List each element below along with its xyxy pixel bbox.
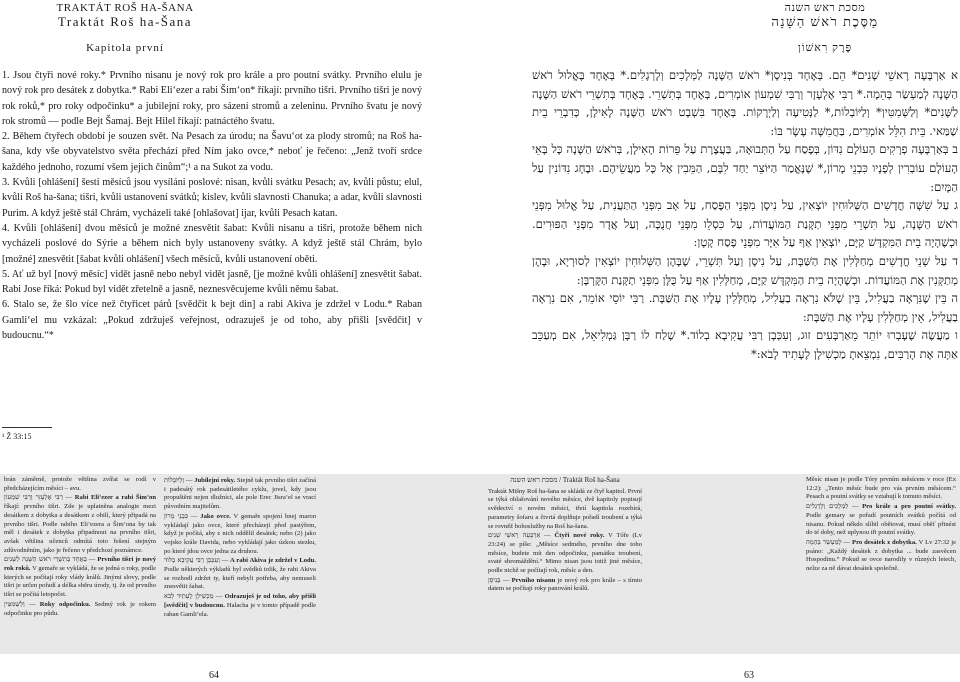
- commentary-note: Měsíc nisan je podle Tóry prvním měsícem v roce (Ex 12:2): „Tento měsíc bude pro vás prvním měsícem.“ Pesach a poutní svátky se vztahují k tomuto měsíci.: [806, 476, 956, 501]
- mishnah-1-czech: 1. Jsou čtyři nové roky.* Prvního nisanu je nový rok pro krále a pro poutní svátky. Prvního elulu je nový rok pro desátek z dobytka.* Rabi Eli‘ezer a rabi Šim‘on* říkají: prvního tišri. Prvního tišri je nový rok roků,* pro roky odpočinku* a jubilejní roky, pro sázení stromů a zeleninu. Prvního švatu je nový rok stromů — podle Bejt Šamaj. Bejt Hilel říkají: patnáctého švatu.: [2, 70, 422, 127]
- commentary-note: רַבִּי אֶלְעָזָר וְרַבִּי שִׁמְעוֹן — Rabi Eli‘ezer a rabi Šim‘on říkají: prvního tišri. Zde je uplatněna analogie mezi desátkem z dobytka a desátkem z obilí, který připadá na prvního tišri. Podle rabiho Eli‘ezera a Šim‘ona by tak měl i desátek z dobytka připadnout na prvního tišri, avšak většina učenců odmítá toto řešení stejným zdůvodněním, jako je řečeno v předchozí poznámce.: [4, 493, 156, 554]
- chapter-title-hebrew: פֶּרֶק רִאשׁוֹן: [797, 42, 853, 54]
- mishnah-4-hebrew: ד עַל שְׁנֵי חֳדָשִׁים מְחַלְּלִין אֶת הַשַּׁבָּת, עַל נִיסָן וְעַל תִּשְׁרֵי, שֶׁבָּהֶן הַשְּׁלוּחִין יוֹצְאִין לְסוּרְיָא, וּבָהֶן מְתַקְּנִין אֶת הַמּוֹעֲדוֹת. וּכְשֶׁהָיָה בֵית הַמִּקְדָּשׁ קַיָּם, מְחַלְּלִין אַף עַל כֻּלָּן מִפְּנֵי תַקָּנַת הַקָּרְבָּן:: [532, 253, 958, 287]
- mishnah-3-hebrew: ג עַל שִׁשָּׁה חֳדָשִׁים הַשְּׁלוּחִין יוֹצְאִין, עַל נִיסָן מִפְּנֵי הַפֶּסַח, עַל אָב מִפְּנֵי הַתַּעֲנִית, עַל אֱלוּל מִפְּנֵי רֹאשׁ הַשָּׁנָה, עַל תִּשְׁרֵי מִפְּנֵי תַקָּנַת הַמּוֹעֲדוֹת, עַל כִּסְלֵו מִפְּנֵי חֲנֻכָּה, וְעַל אֲדָר מִפְּנֵי הַפּוּרִים. וּכְשֶׁהָיָה בֵית הַמִּקְדָּשׁ קַיָּם, יוֹצְאִין אַף עַל אִיָּר מִפְּנֵי פֶסַח קָטָן:: [532, 198, 958, 250]
- commentary-column-1: [4, 476, 156, 618]
- commentary-note: Traktát Mišny Roš ha-šana se skládá ze čtyř kapitol. První se týká ohlašování nového měsíce, dvě kapitoly popisují svědectví o novém měsíci, třetí kapitola rozebírá, parametry šofaru a čtvrtá doplňuje pořadí troubení a týká se rovněž bohoslužby na Roš ha-šana.: [488, 487, 642, 530]
- commentary-note: וְעִכְּבָן רַבִּי עֲקִיבָא בְלוֹד — A rabi Akiva je zdržel v Lodu. Podle některých výkladů byl svědků tolik, že rabi Akiva se rozhodl zdržet ty, kteří nebyli potřeba, aby nemuseli znesvětit šabat.: [164, 556, 317, 591]
- commentary-note: לְמַעְשַׂר בְּהֵמָה — Pro desátek z dobytka. V Lv 27:32 je psáno: „Každý desátek z dobytka ... bude zasvěcen Hospodinu.“ Pokud se ovce narodily v různých letech, nelze za ně dávat desátek společně.: [806, 537, 956, 573]
- chapter-title-czech: Kapitola první: [86, 42, 164, 54]
- mishnah-2-hebrew: ב בְּאַרְבָּעָה פְרָקִים הָעוֹלָם נִדּוֹן, בְּפֶסַח עַל הַתְּבוּאָה, בַּעֲצֶרֶת עַל פֵּרוֹת הָאִילָן, בְּרֹאשׁ הַשָּׁנָה כָּל בָּאֵי הָעוֹלָם עוֹבְרִין לְפָנָיו כִּבְנֵי מָרוֹן,* שֶׁנֶּאֱמַר הַיּוֹצֵר יַחַד לִבָּם, הַמֵּבִין אֶל כָּל מַעֲשֵׂיהֶם. וּבֶחָג נִדּוֹנִין עַל הַמָּיִם:: [532, 142, 958, 194]
- mishnah-6-czech: 6. Stalo se, že šlo více než čtyřicet párů [svědčit k bejt din] a rabi Akiva je zdržel v Lodu.* Raban Gamli‘el mu vzkázal: „Pokud zdržuješ veřejnost, odrazuješ je od toho, aby přišli [svědčit] v budoucnu.“*: [2, 299, 422, 342]
- mishnah-6-hebrew: ו מַעֲשֶׂה שֶׁעָבְרוּ יוֹתֵר מֵאַרְבָּעִים זוּג, וְעִכְּבָן רַבִּי עֲקִיבָא בְלוֹד.* שָׁלַח לוֹ רַבָּן גַּמְלִיאֵל, אִם מְעַכֵּב אַתָּה אֶת הָרַבִּים, נִמְצֵאתָ מַכְשִׁילָן לֶעָתִיד לָבֹא:*: [532, 328, 958, 361]
- commentary-column-3: [488, 476, 642, 594]
- commentary-note: כִּבְנֵי מָרוֹן — Jako ovce. V gemaře spojení bnej maron vykládají jako ovce, které přecházejí před pastýřem, když je počítá, aby z nich oddělil desátek; nebo (2) jako vojsko krále Davida, nebo vykládají jako úzkou stezku, po které jdou ovce jedna za druhou.: [164, 511, 317, 555]
- footnote-rule: [2, 427, 52, 428]
- commentary-column-4: [806, 476, 956, 574]
- commentary-note: מַכְשִׁילָן לֶעָתִיד לָבֹא — Odrazuješ je od toho, aby přišli [svědčit] v budoucnu. Halacha je v tomto případě podle raban Gamli‘ela.: [164, 592, 317, 618]
- commentary-note: בְּאֶחָד בְּתִשְׁרֵי רֹאשׁ הַשָּׁנָה לַשָּׁנִים — Prvního tišri je nový rok roků. V gemaře se vykládá, že se jedná o roky, podle kterých se počítají roky vlády králů. Jinými slovy, podle tišri je určen pořadí a délka sběru úrody, tj. že od prvního tišri se počítá letopočet.: [4, 555, 156, 599]
- page-number-right: 63: [744, 670, 754, 681]
- header-right-line1: מסכת ראש השנה: [784, 2, 866, 14]
- commentary-note: וְלַיּוֹבְלוֹת — Jubilejní roky. Stejně tak prvního tišri začíná i padesátý rok padesátiletého cyklu, jovel, kdy jsou propuštěni nejen dlužníci, ale pole Erec Jisra‘el se vrací původním majitelům.: [164, 476, 316, 511]
- mishnah-4-czech: 4. Kvůli [ohlášení] dvou měsíců je možné znesvětit šabat: Kvůli nisanu a tišri, protože během nich vycházeli poslové do Sýrie a během nich byly ustanoveny svátky. A když ještě stál Chrám, bylo [možné] znesvětit [šabat kvůli ohlášení] všech měsíců, kvůli ustanovení oběti.: [2, 222, 422, 265]
- mishnah-5-czech: 5. Ať už byl [nový měsíc] vidět jasně nebo nebyl vidět jasně, [je možné kvůli ohlášení] znesvětit šabat. Rabi Jose říká: Pokud byl vidět zřetelně a jasně, neznesvěcujeme kvůli němu šabat.: [2, 268, 422, 296]
- commentary-note: brán záměrně, protože většina zvířat se rodí v předcházejícím měsíci – avu.: [4, 476, 156, 492]
- mishnah-1-hebrew: א אַרְבָּעָה רָאשֵׁי שָׁנִים* הֵם. בְּאֶחָד בְּנִיסָן* רֹאשׁ הַשָּׁנָה לַמְּלָכִים וְלָרְגָלִים.* בְּאֶחָד בֶּאֱלוּל רֹאשׁ הַשָּׁנָה לְמַעְשַׂר בְּהֵמָה.* רַבִּי אֶלְעָזָר וְרַבִּי שִׁמְעוֹן אוֹמְרִים, בְּאֶחָד בְּתִשְׁרֵי. בְּאֶחָד בְּתִשְׁרֵי רֹאשׁ הַשָּׁנָה לַשָּׁנִים* וְלַשְּׁמִטִּין* וְלַיּוֹבְלוֹת,* לַנְּטִיעָה וְלַיְרָקוֹת. בְּאֶחָד בִּשְׁבָט רֹאשׁ הַשָּׁנָה לָאִילָן, כְּדִבְרֵי בֵית שַׁמַּאי. בֵּית הִלֵּל אוֹמְרִים, בַּחֲמִשָּׁה עָשָׂר בּוֹ:: [532, 68, 958, 138]
- commentary-note: בְּנִיסָן — Prvního nisanu je nový rok pro krále – s tímto datem se počítají roky panování králů.: [488, 575, 642, 593]
- header-left-line1: TRAKTÁT ROŠ HA-ŠANA: [56, 2, 194, 14]
- footnote: ¹ Ž 33:15: [2, 432, 32, 441]
- commentary-note: וְלַשְּׁמִטִּין — Roky odpočinku. Sedmý rok je rokem odpočinku pro půdu.: [4, 599, 157, 617]
- mishnah-3-czech: 3. Kvůli [ohlášení] šesti měsíců jsou vysíláni poslové: nisan, kvůli svátku Pesach; av, kvůli půstu; elul, kvůli Roš ha-šana; tišri, kvůli ustanovení svátků; kislev, kvůli slavnosti Chanuka; a adar, kvůli slavnosti Purim. A když ještě stál Chrám, vycházeli také [ohlašovat] ijar, kvůli Pesach katan.: [2, 177, 422, 219]
- header-right-title: מַסֶּכֶת רֹאשׁ הַשָּׁנָה: [771, 14, 879, 29]
- commentary-column-2: [164, 476, 316, 619]
- page-number-left: 64: [209, 670, 219, 681]
- mishnah-5-hebrew: ה בֵּין שֶׁנִּרְאָה בַעֲלִיל, בֵּין שֶׁלֹּא נִרְאָה בַעֲלִיל, מְחַלְּלִין עָלָיו אֶת הַשַּׁבָּת. רַבִּי יוֹסֵי אוֹמֵר, אִם נִרְאָה בַעֲלִיל, אֵין מְחַלְּלִין עָלָיו אֶת הַשַּׁבָּת:: [532, 291, 958, 324]
- czech-translation: [2, 68, 422, 343]
- commentary-heading: מסכת ראש השנה / Traktát Roš ha-Šana: [510, 476, 620, 484]
- mishnah-2-czech: 2. Během čtyřech období je souzen svět. Na Pesach za úrodu; na Šavu‘ot za plody stromů; na Roš ha-šana, kdy vše obyvatelstvo světa přechází před Ním jako ovce,* neboť je řečeno: „Jenž tvoří srdce každého jednoho, rozumí všem jejich činům“;¹ a na Sukot za vodu.: [2, 131, 422, 173]
- commentary-note: אַרְבָּעָה רָאשֵׁי שָׁנִים — Čtyři nové roky. V Tóře (Lv 23:24) se píše: „Měsíce sedmého, prvního dne toho měsíce, budete mít den odpočinku, památku troubení, svaté shromáždění.“ Mimo nisan jsou totiž jiné měsíce, podle nichž se počítají rok, měsíc a den.: [488, 531, 642, 575]
- running-header-right: [700, 2, 950, 30]
- header-left-title: Traktát Roš ha-Šana: [57, 14, 193, 29]
- hebrew-text: [532, 66, 958, 364]
- running-header-left: [0, 2, 250, 30]
- commentary-note: לַמְּלָכִים וְלָרְגָלִים — Pro krále a pro poutní svátky. Podle gemary se pořadí poutních svátků počítá od nisanu. Pokud někdo slíbil obětovat, musí oběť přinést do té doby, než uplynou tři poutní svátky.: [806, 502, 957, 537]
